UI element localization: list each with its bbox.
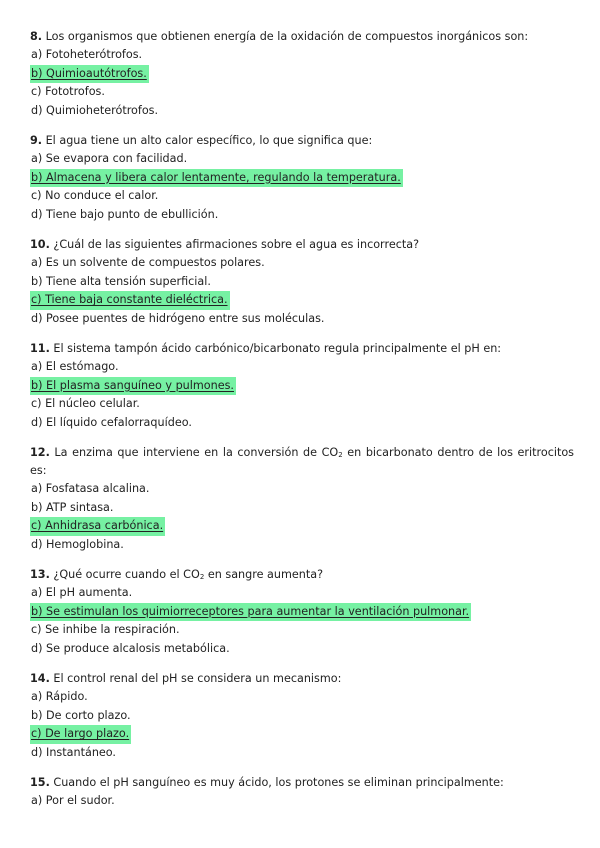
option-c: c) Fototrofos.: [31, 85, 105, 98]
question-stem: [30, 566, 574, 584]
question-text: Cuando el pH sanguíneo es muy ácido, los protones se eliminan principalmente:: [53, 776, 504, 789]
option-d: d) Hemoglobina.: [31, 537, 124, 551]
question-stem: [30, 444, 574, 480]
subscript: 2: [199, 573, 205, 581]
question-13: [30, 566, 574, 658]
question-number: 13.: [30, 568, 50, 581]
option-a: a) El estómago.: [31, 360, 119, 373]
question-10: [30, 236, 574, 328]
option-d: d) Quimioheterótrofos.: [31, 103, 159, 117]
option-c: c) El núcleo celular.: [31, 397, 140, 410]
option-b: b) De corto plazo.: [31, 708, 131, 722]
question-15: [30, 774, 574, 811]
option-d: d) Se produce alcalosis metabólica.: [31, 641, 230, 655]
option-a: a) Fosfatasa alcalina.: [31, 482, 150, 495]
question-number: 11.: [30, 342, 50, 355]
question-number: 9.: [30, 134, 43, 147]
option-a: a) Por el sudor.: [31, 794, 115, 807]
question-11: [30, 340, 574, 432]
option-c: c) No conduce el calor.: [31, 189, 159, 202]
question-number: 12.: [30, 446, 50, 459]
option-c-correct: c) Anhidrasa carbónica.: [30, 517, 574, 536]
question-text: El agua tiene un alto calor específico, lo que significa que:: [45, 134, 373, 147]
question-text: ¿Cuál de las siguientes afirmaciones sobre el agua es incorrecta?: [53, 238, 420, 251]
question-text-part: en sangre aumenta?: [204, 568, 324, 581]
question-text: El sistema tampón ácido carbónico/bicarbonato regula principalmente el pH en:: [53, 342, 502, 355]
option-d: d) El líquido cefalorraquídeo.: [31, 415, 192, 429]
document-page: [30, 28, 574, 823]
option-b-correct: b) El plasma sanguíneo y pulmones.: [30, 377, 574, 396]
question-number: 8.: [30, 30, 43, 43]
subscript: 2: [338, 451, 343, 459]
question-text-part: en bicarbonato dentro de los eritrocitos es:: [30, 446, 575, 477]
question-12: [30, 444, 574, 554]
option-d: d) Instantáneo.: [31, 745, 116, 759]
option-b-correct: b) Quimioautótrofos.: [30, 65, 574, 84]
option-b-correct: b) Se estimulan los quimiorreceptores para aumentar la ventilación pulmonar.: [30, 603, 574, 622]
option-b-correct: b) Almacena y libera calor lentamente, regulando la temperatura.: [30, 169, 574, 188]
question-number: 14.: [30, 672, 50, 685]
question-14: [30, 670, 574, 762]
option-d: d) Tiene bajo punto de ebullición.: [31, 207, 219, 221]
question-stem: [30, 670, 574, 688]
option-c-correct: c) Tiene baja constante dieléctrica.: [30, 291, 574, 310]
question-8: [30, 28, 574, 120]
option-c-correct: c) De largo plazo.: [30, 725, 574, 744]
question-number: 10.: [30, 238, 50, 251]
question-9: [30, 132, 574, 224]
option-a: a) Rápido.: [31, 690, 88, 703]
option-b: b) ATP sintasa.: [31, 500, 114, 514]
question-text: El control renal del pH se considera un mecanismo:: [53, 672, 342, 685]
option-d: d) Posee puentes de hidrógeno entre sus moléculas.: [31, 311, 325, 325]
question-stem: [30, 28, 574, 46]
question-text-part: ¿Qué ocurre cuando el CO: [53, 568, 200, 581]
question-stem: [30, 132, 574, 150]
question-stem: [30, 340, 574, 358]
question-text: Los organismos que obtienen energía de la oxidación de compuestos inorgánicos son:: [45, 30, 529, 43]
option-a: a) Es un solvente de compuestos polares.: [31, 256, 265, 269]
option-a: a) El pH aumenta.: [31, 586, 133, 599]
question-number: 15.: [30, 776, 50, 789]
option-c: c) Se inhibe la respiración.: [31, 623, 180, 636]
question-text-part: La enzima que interviene en la conversión de CO: [54, 446, 339, 459]
option-b: b) Tiene alta tensión superficial.: [31, 274, 211, 288]
option-a: a) Fotoheterótrofos.: [31, 48, 143, 61]
question-stem: [30, 236, 574, 254]
option-a: a) Se evapora con facilidad.: [31, 152, 188, 165]
question-stem: [30, 774, 574, 792]
